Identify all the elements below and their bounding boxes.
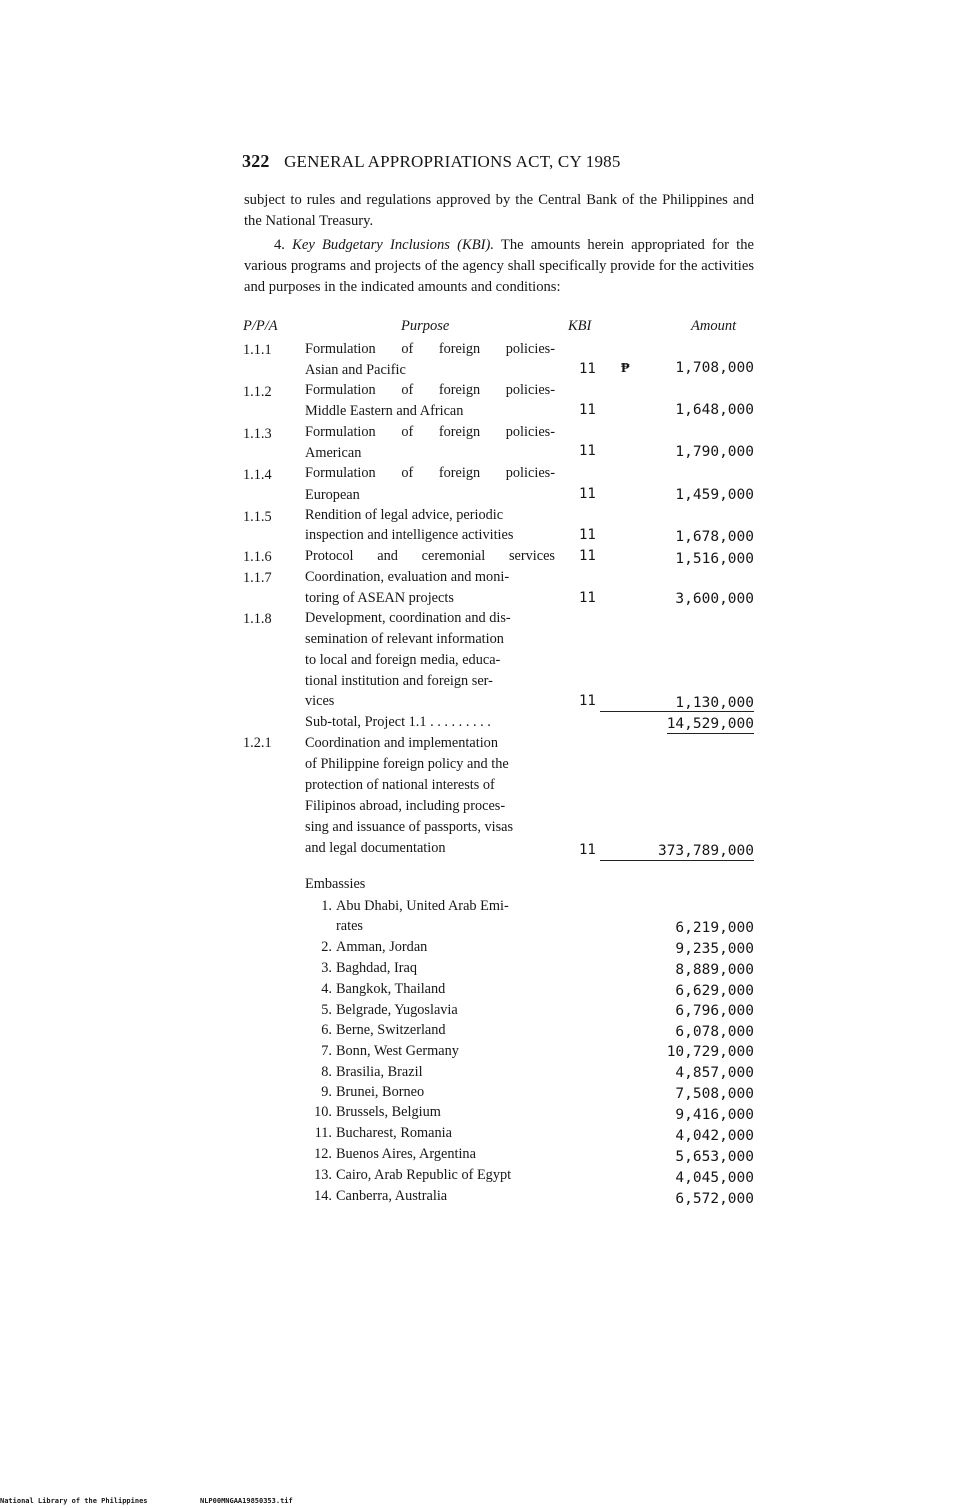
paragraph-intro: subject to rules and regulations approved by the Central Bank of the Philippines and the National Treasury. — [244, 192, 754, 229]
row-purpose: Middle Eastern and African — [305, 403, 464, 419]
embassy-amount: 7,508,000 — [675, 1086, 754, 1102]
row-amount: 1,130,000 — [675, 695, 754, 711]
embassy-number: 14. — [314, 1188, 332, 1204]
embassy-amount: 9,416,000 — [675, 1107, 754, 1123]
row-purpose: vices — [305, 693, 335, 709]
embassy-amount: 6,219,000 — [675, 920, 754, 936]
row-purpose: Development, coordination and dis- — [305, 610, 511, 626]
kbi-lead: 4. — [274, 237, 293, 253]
row-kbi: 11 — [579, 693, 596, 709]
embassy-name: Brunei, Borneo — [336, 1084, 425, 1100]
embassy-number: 9. — [321, 1084, 332, 1100]
row-amount: 373,789,000 — [657, 843, 754, 859]
kbi-text: The amounts herein appropriated for the various programs and projects of the agency shall specifically provide for the activities and purposes in the indicated amounts and conditions: — [244, 237, 755, 295]
row-purpose: semination of relevant information — [305, 631, 504, 647]
embassy-amount: 6,629,000 — [675, 983, 754, 999]
row-amount: 1,708,000 — [675, 360, 754, 376]
row-kbi: 11 — [579, 361, 596, 377]
row-purpose: toring of ASEAN projects — [305, 590, 454, 606]
row-purpose: Asian and Pacific — [305, 362, 406, 378]
embassy-number: 6. — [321, 1022, 332, 1038]
row-purpose: Formulation of foreign policies- — [305, 465, 555, 481]
embassy-name: rates — [336, 918, 363, 934]
row-code: 1.1.8 — [243, 611, 272, 627]
row-code: 1.1.2 — [243, 384, 272, 400]
page-number: 322 — [242, 151, 270, 171]
page-header — [242, 151, 621, 172]
embassy-number: 11. — [314, 1125, 332, 1141]
subtotal-amount: 14,529,000 — [666, 716, 754, 732]
row-code: 1.2.1 — [243, 735, 272, 751]
embassy-name: Amman, Jordan — [336, 939, 428, 955]
row-amount: 1,516,000 — [675, 551, 754, 567]
column-header-amount: Amount — [691, 318, 737, 334]
page-title: GENERAL APPROPRIATIONS ACT, CY 1985 — [284, 152, 621, 171]
row-purpose: to local and foreign media, educa- — [305, 652, 501, 668]
row-code: 1.1.7 — [243, 570, 272, 586]
embassy-number: 10. — [314, 1104, 332, 1120]
embassy-number: 7. — [321, 1043, 332, 1059]
row-amount: 1,678,000 — [675, 529, 754, 545]
rule-line — [600, 711, 754, 712]
row-purpose: Formulation of foreign policies- — [305, 341, 555, 357]
embassy-number: 3. — [321, 960, 332, 976]
embassy-name: Brussels, Belgium — [336, 1104, 441, 1120]
row-purpose: American — [305, 445, 362, 461]
row-purpose: tional institution and foreign ser- — [305, 673, 493, 689]
embassy-name: Belgrade, Yugoslavia — [336, 1002, 458, 1018]
embassy-amount: 8,889,000 — [675, 962, 754, 978]
row-kbi: 11 — [579, 590, 596, 606]
embassy-amount: 4,042,000 — [675, 1128, 754, 1144]
row-kbi: 11 — [579, 402, 596, 418]
row-amount: 1,459,000 — [675, 487, 754, 503]
embassy-number: 13. — [314, 1167, 332, 1183]
row-code: 1.1.3 — [243, 426, 272, 442]
peso-sign: ₱ — [621, 361, 630, 376]
row-purpose: Protocol and ceremonial services — [305, 548, 555, 564]
embassy-number: 1. — [321, 898, 332, 914]
row-purpose: sing and issuance of passports, visas — [305, 819, 514, 835]
embassy-amount: 5,653,000 — [675, 1149, 754, 1165]
embassy-name: Bonn, West Germany — [336, 1043, 459, 1059]
row-purpose: of Philippine foreign policy and the — [305, 756, 509, 772]
row-purpose: Formulation of foreign policies- — [305, 424, 555, 440]
row-amount: 3,600,000 — [675, 591, 754, 607]
embassy-name: Buenos Aires, Argentina — [336, 1146, 476, 1162]
row-purpose: Rendition of legal advice, periodic — [305, 507, 504, 523]
row-purpose: Formulation of foreign policies- — [305, 382, 555, 398]
embassy-name: Bucharest, Romania — [336, 1125, 452, 1141]
column-header-ppa: P/P/A — [243, 318, 278, 334]
row-kbi: 11 — [579, 486, 596, 502]
row-purpose: and legal documentation — [305, 840, 446, 856]
embassy-name: Baghdad, Iraq — [336, 960, 417, 976]
embassy-amount: 9,235,000 — [675, 941, 754, 957]
rule-line — [667, 733, 754, 734]
embassy-amount: 6,078,000 — [675, 1024, 754, 1040]
row-kbi: 11 — [579, 527, 596, 543]
row-purpose: Filipinos abroad, including proces- — [305, 798, 506, 814]
embassy-amount: 6,572,000 — [675, 1191, 754, 1207]
column-header-kbi: KBI — [568, 318, 592, 334]
row-purpose: inspection and intelligence activities — [305, 527, 514, 543]
embassy-name: Bangkok, Thailand — [336, 981, 446, 997]
row-purpose: Coordination, evaluation and moni- — [305, 569, 510, 585]
row-kbi: 11 — [579, 443, 596, 459]
embassy-amount: 4,857,000 — [675, 1065, 754, 1081]
footer-library: National Library of the Philippines — [0, 1497, 148, 1505]
embassy-amount: 6,796,000 — [675, 1003, 754, 1019]
embassy-name: Brasilia, Brazil — [336, 1064, 423, 1080]
row-amount: 1,648,000 — [675, 402, 754, 418]
embassy-number: 4. — [321, 981, 332, 997]
row-purpose: European — [305, 487, 360, 503]
embassy-number: 12. — [314, 1146, 332, 1162]
paragraph-kbi — [244, 235, 754, 298]
column-header-purpose: Purpose — [401, 318, 450, 334]
footer-file-id: NLP00MNGAA19850353.tif — [200, 1497, 293, 1505]
row-code: 1.1.6 — [243, 549, 272, 565]
rule-line — [600, 860, 754, 861]
row-code: 1.1.4 — [243, 467, 272, 483]
embassy-name: Canberra, Australia — [336, 1188, 448, 1204]
row-purpose: Coordination and implementation — [305, 735, 498, 751]
embassy-amount: 10,729,000 — [666, 1044, 754, 1060]
row-code: 1.1.1 — [243, 342, 272, 358]
row-purpose: protection of national interests of — [305, 777, 495, 793]
embassy-number: 2. — [321, 939, 332, 955]
row-amount: 1,790,000 — [675, 444, 754, 460]
row-kbi: 11 — [579, 842, 596, 858]
kbi-heading: Key Budgetary Inclusions (KBI). — [292, 237, 495, 253]
embassies-heading: Embassies — [305, 876, 366, 892]
row-code: 1.1.5 — [243, 509, 272, 525]
embassy-number: 5. — [321, 1002, 332, 1018]
embassy-name: Abu Dhabi, United Arab Emi- — [336, 898, 509, 914]
embassy-number: 8. — [321, 1064, 332, 1080]
row-kbi: 11 — [579, 548, 596, 564]
subtotal-label: Sub-total, Project 1.1 . . . . . . . . . — [305, 714, 491, 730]
embassy-name: Cairo, Arab Republic of Egypt — [336, 1167, 512, 1183]
embassy-amount: 4,045,000 — [675, 1170, 754, 1186]
embassy-name: Berne, Switzerland — [336, 1022, 446, 1038]
